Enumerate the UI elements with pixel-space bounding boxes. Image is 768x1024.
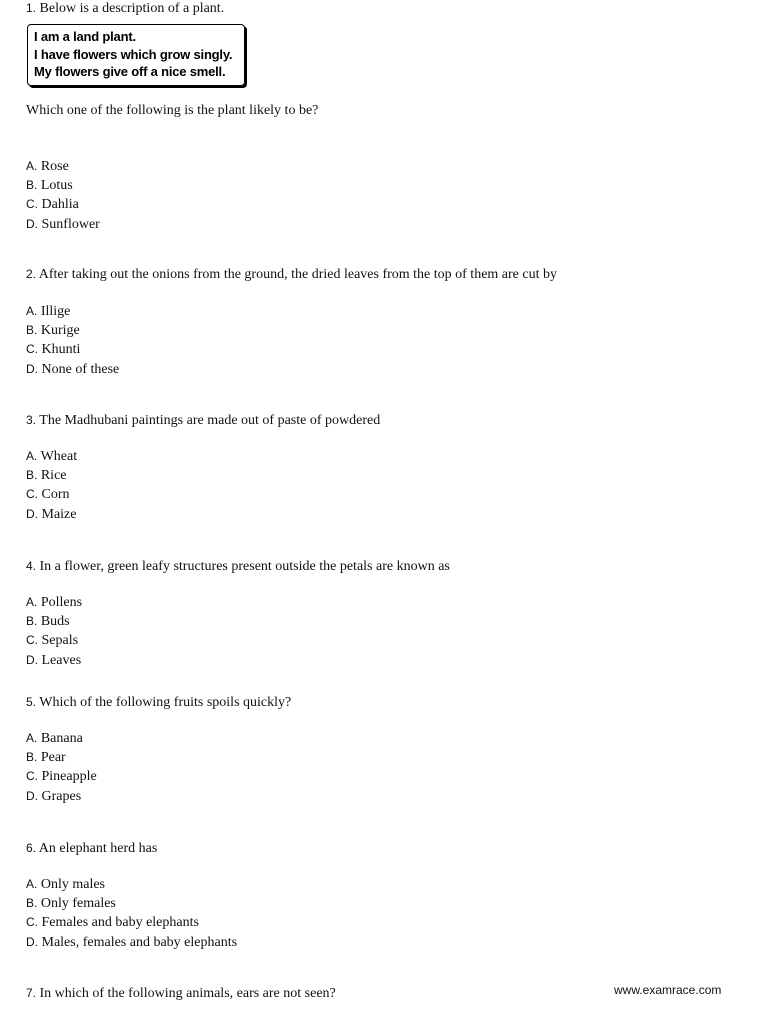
question-3-options: [26, 447, 77, 524]
option-letter: B.: [26, 896, 38, 911]
option-text: Pear: [40, 750, 66, 766]
option-letter: C.: [26, 769, 38, 784]
question-6-options: [26, 875, 237, 952]
option-text: None of these: [41, 361, 120, 377]
option: [26, 767, 97, 786]
option-text: Pollens: [40, 595, 83, 610]
footer-site-url: www.examrace.com: [614, 983, 722, 997]
option-letter: A.: [26, 595, 38, 609]
option-text: Kurige: [40, 323, 80, 339]
option-letter: A.: [26, 159, 38, 173]
option-letter: D.: [26, 934, 38, 949]
question-2: [26, 265, 557, 284]
option-text: Grapes: [41, 788, 82, 804]
option: [26, 321, 119, 340]
option-letter: C.: [26, 342, 38, 357]
option-letter: D.: [26, 216, 38, 231]
option: [26, 631, 82, 650]
option-letter: B.: [26, 614, 38, 629]
description-line: My flowers give off a nice smell.: [34, 64, 226, 79]
option-text: Sunflower: [41, 216, 100, 232]
option: [26, 505, 77, 524]
option-letter: B.: [26, 750, 38, 765]
option: [26, 894, 237, 913]
question-number: 3.: [26, 413, 37, 427]
option-letter: A.: [26, 449, 38, 463]
question-number: 2.: [26, 267, 37, 281]
option: [26, 195, 100, 214]
option-letter: D.: [26, 506, 38, 521]
option-text: Corn: [41, 487, 70, 503]
option: [26, 612, 82, 631]
question-text: In which of the following animals, ears are not seen?: [39, 986, 336, 1001]
option-text: Rice: [40, 468, 67, 484]
option: [26, 485, 77, 504]
option: [26, 933, 237, 952]
option-text: Pineapple: [41, 769, 97, 785]
question-text: An elephant herd has: [38, 841, 158, 856]
question-5: [26, 693, 291, 712]
question-number: 7.: [26, 986, 37, 1000]
option-text: Only females: [40, 896, 116, 912]
option: [26, 466, 77, 485]
option: [26, 157, 100, 176]
option: [26, 360, 119, 379]
option: [26, 875, 237, 894]
option: [26, 176, 100, 195]
question-text: Below is a description of a plant.: [39, 1, 225, 16]
option-letter: C.: [26, 915, 38, 930]
option-letter: D.: [26, 361, 38, 376]
option-text: Rose: [40, 159, 69, 174]
question-text: The Madhubani paintings are made out of paste of powdered: [39, 413, 381, 428]
option-text: Illige: [40, 304, 71, 319]
option-letter: D.: [26, 788, 38, 803]
description-line: I have flowers which grow singly.: [34, 46, 233, 62]
option-text: Lotus: [40, 178, 73, 194]
question-7: [26, 984, 336, 1003]
option-text: Banana: [40, 731, 83, 746]
option-text: Maize: [41, 506, 77, 522]
plant-description-box: [27, 24, 245, 86]
option: [26, 748, 97, 767]
option: [26, 340, 119, 359]
option-text: Khunti: [41, 342, 81, 358]
option-text: Dahlia: [41, 197, 79, 213]
option-text: Only males: [40, 877, 105, 892]
option-letter: B.: [26, 178, 38, 193]
option: [26, 593, 82, 612]
question-1-options: [26, 157, 100, 234]
option: [26, 302, 119, 321]
description-line: I am a land plant.: [34, 29, 136, 44]
option-letter: A.: [26, 731, 38, 745]
question-number: 6.: [26, 841, 37, 855]
option-text: Leaves: [41, 652, 82, 668]
option-letter: C.: [26, 487, 38, 502]
option-letter: B.: [26, 323, 38, 338]
question-number: 5.: [26, 695, 37, 709]
option-text: Buds: [40, 614, 70, 630]
question-text: In a flower, green leafy structures present outside the petals are known as: [39, 559, 450, 574]
question-4-options: [26, 593, 82, 670]
option-letter: B.: [26, 468, 38, 483]
question-1-followup: [26, 102, 318, 120]
option: [26, 729, 97, 748]
option: [26, 215, 100, 234]
question-text: After taking out the onions from the ground, the dried leaves from the top of them are cut by: [38, 267, 557, 282]
option: [26, 787, 97, 806]
question-1: [26, 0, 224, 18]
option-text: Males, females and baby elephants: [41, 934, 238, 950]
option: [26, 447, 77, 466]
option-text: Wheat: [40, 449, 78, 464]
question-text: Which one of the following is the plant likely to be?: [26, 103, 319, 118]
question-5-options: [26, 729, 97, 806]
question-4: [26, 557, 450, 576]
option-letter: A.: [26, 877, 38, 891]
question-text: Which of the following fruits spoils quickly?: [39, 695, 292, 710]
question-number: 1.: [26, 1, 37, 15]
option-letter: A.: [26, 304, 38, 318]
question-2-options: [26, 302, 119, 379]
option: [26, 651, 82, 670]
option-letter: C.: [26, 633, 38, 648]
option-letter: D.: [26, 652, 38, 667]
option: [26, 913, 237, 932]
option-letter: C.: [26, 197, 38, 212]
question-number: 4.: [26, 559, 37, 573]
question-6: [26, 839, 157, 858]
option-text: Females and baby elephants: [41, 915, 199, 931]
option-text: Sepals: [41, 633, 79, 649]
question-3: [26, 411, 380, 430]
